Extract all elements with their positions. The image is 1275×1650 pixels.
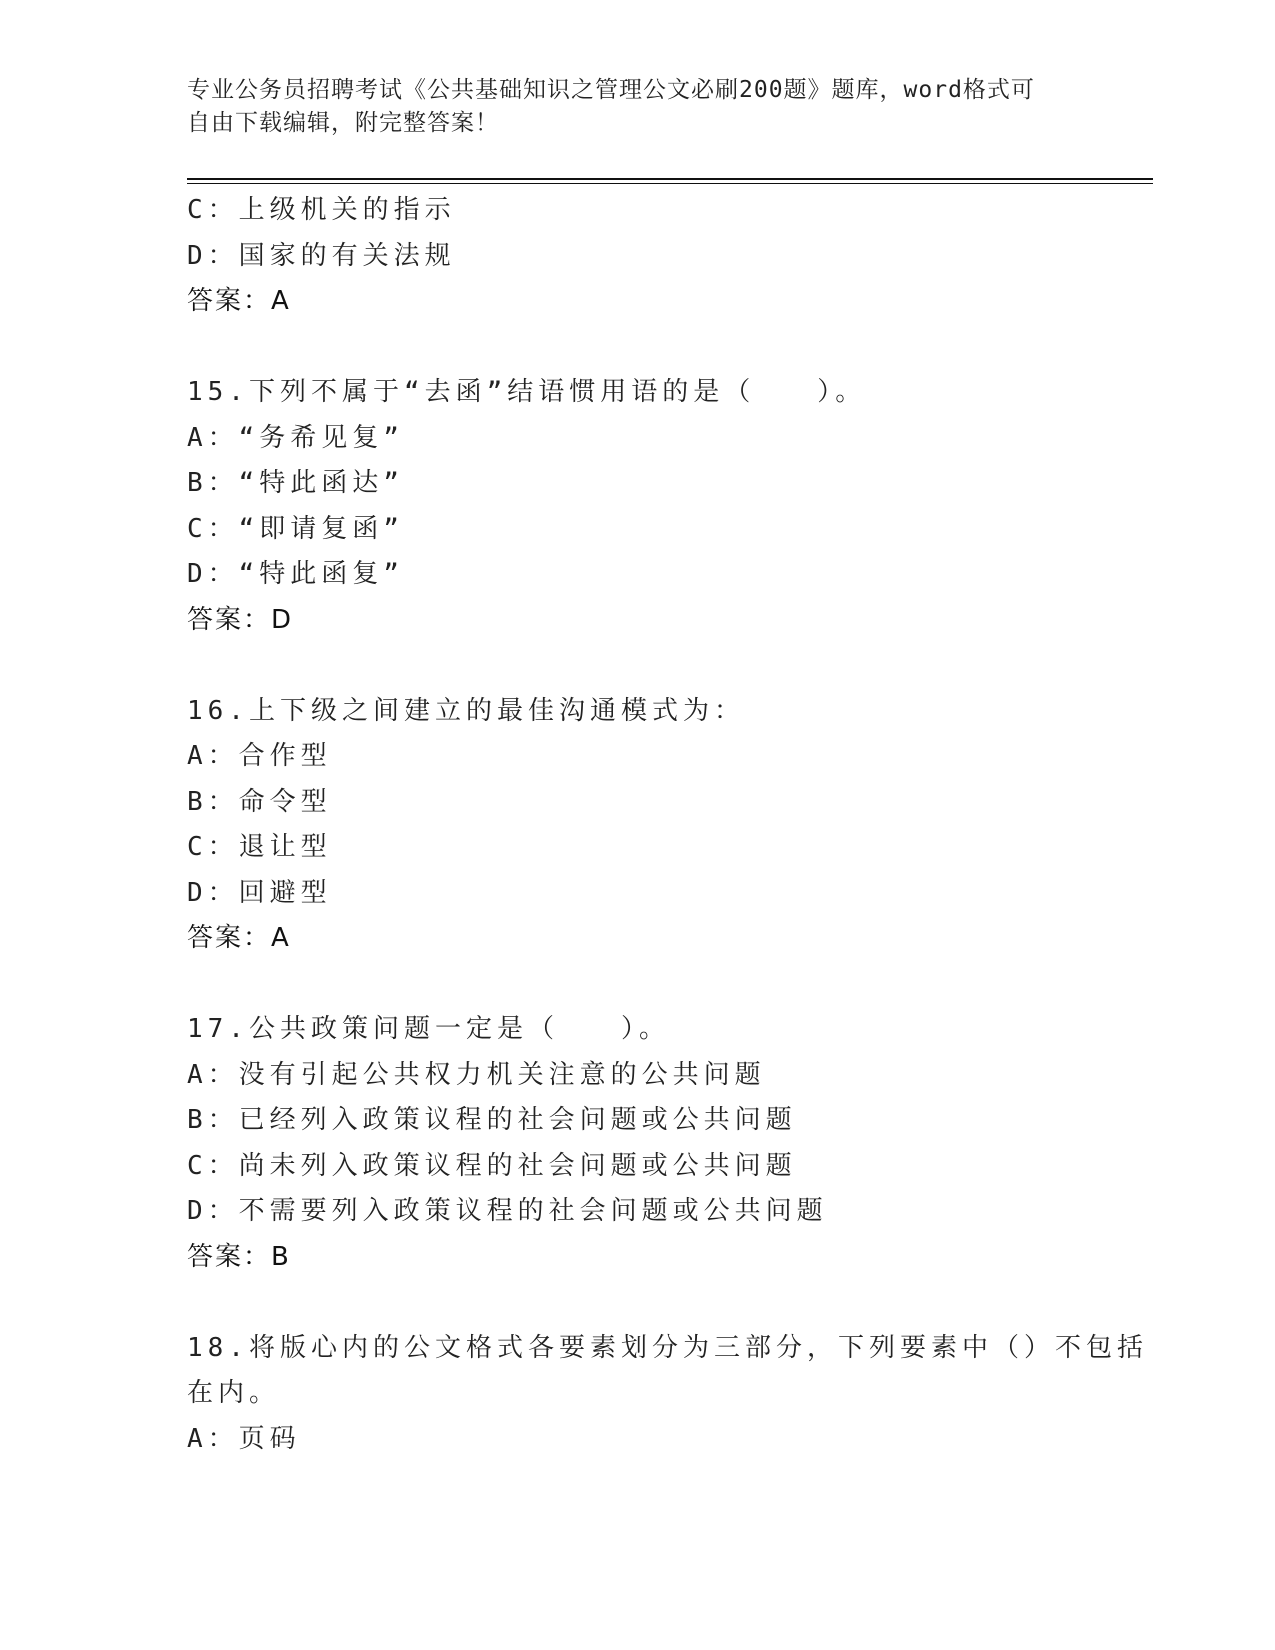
option-b: B：“特此函达” — [187, 468, 404, 498]
option-c: C：退让型 — [187, 832, 332, 862]
answer: 答案：B — [187, 1241, 291, 1272]
spacer — [187, 643, 1117, 689]
header-divider-thin — [187, 183, 1153, 184]
header-title-line-2: 自由下载编辑，附完整答案！ — [187, 110, 499, 136]
option-c: C：上级机关的指示 — [187, 195, 456, 225]
header-title-line-1: 专业公务员招聘考试《公共基础知识之管理公文必刷200题》题库，word格式可 — [187, 77, 1035, 103]
spacer — [187, 325, 1117, 371]
option-a: A：合作型 — [187, 741, 332, 771]
header-divider-thick — [187, 178, 1153, 180]
question-16 — [187, 689, 1117, 962]
question-text-line-1: 18.将版心内的公文格式各要素划分为三部分，下列要素中（）不包括 — [187, 1332, 1148, 1363]
option-c: C：尚未列入政策议程的社会问题或公共问题 — [187, 1150, 797, 1181]
question-17 — [187, 1007, 1117, 1280]
question-15 — [187, 370, 1117, 643]
question-text-line-2: 在内。 — [187, 1378, 281, 1408]
option-d: D：不需要列入政策议程的社会问题或公共问题 — [187, 1196, 828, 1226]
answer: 答案：A — [187, 286, 291, 316]
answer: 答案：D — [187, 604, 294, 635]
question-text: 16.上下级之间建立的最佳沟通模式为： — [187, 695, 745, 726]
question-text: 15.下列不属于“去函”结语惯用语的是（ ）。 — [187, 377, 867, 407]
option-d: D：“特此函复” — [187, 559, 404, 589]
question-14 — [187, 188, 1117, 325]
option-a: A：没有引起公共权力机关注意的公共问题 — [187, 1059, 766, 1090]
option-c: C：“即请复函” — [187, 513, 404, 544]
option-d: D：回避型 — [187, 877, 332, 908]
option-b: B：命令型 — [187, 786, 332, 817]
spacer — [187, 962, 1117, 1008]
answer: 答案：A — [187, 923, 291, 953]
spacer — [187, 1280, 1117, 1326]
question-list — [187, 188, 1148, 1462]
question-text: 17.公共政策问题一定是（ ）。 — [187, 1014, 670, 1044]
option-a: A：“务希见复” — [187, 422, 404, 453]
option-d: D：国家的有关法规 — [187, 240, 456, 271]
option-b: B：已经列入政策议程的社会问题或公共问题 — [187, 1105, 797, 1135]
option-a: A：页码 — [187, 1423, 301, 1454]
page-header — [187, 74, 1087, 140]
question-18 — [187, 1326, 1148, 1463]
